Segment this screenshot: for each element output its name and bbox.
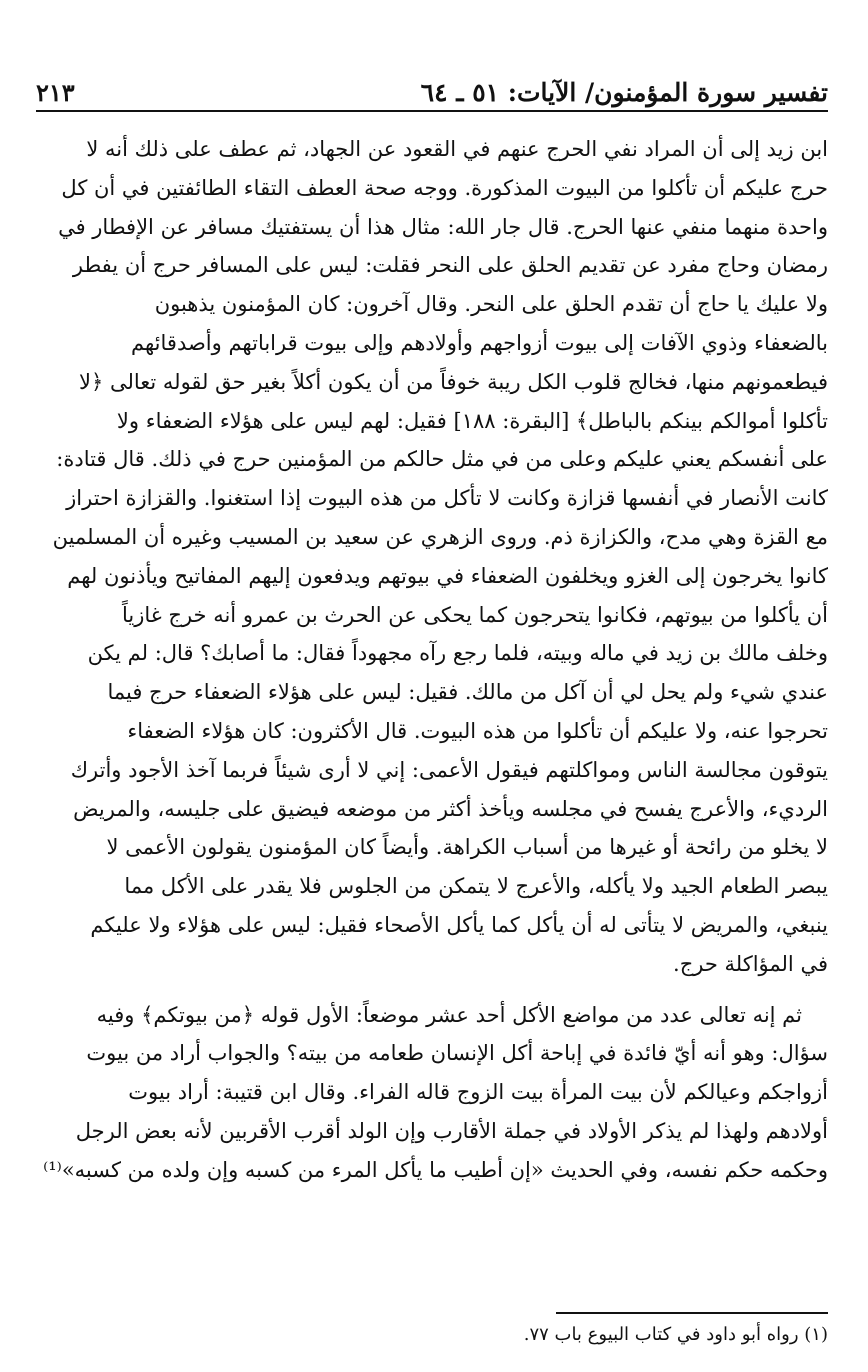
paragraph: ابن زيد إلى أن المراد نفي الحرج عنهم في القعود عن الجهاد، ثم عطف على ذلك أنه لا حرج عليكم أن تأكلوا من البيوت المذكورة. ووجه صحة العطف التقاء الطائفتين في أن كل واحدة منهما منفي عنها الحرج. قال جار الله: مثال هذا أن يستفتيك مسافر عن الإفطار في رمضان وحاج مفرد عن تقديم الحلق على النحر فقلت: ليس على المسافر حرج أن يفطر ولا عليك يا حاج أن تقدم الحلق على النحر. وقال آخرون: كان المؤمنون يذهبون بالضعفاء وذوي الآفات إلى بيوت أزواجهم وأولادهم وإلى بيوت قراباتهم وأصدقائهم فيطعمونهم منها، فخالج قلوب الكل ريبة خوفاً من أن يكون أكلاً بغير حق لقوله تعالى ﴿لا تأكلوا أموالكم بينكم بالباطل﴾ [البقرة: ١٨٨] فقيل: لهم ليس على هؤلاء الضعفاء ولا على أنفسكم يعني عليكم وعلى من في مثل حالكم من المؤمنين حرج في ذلك. قال قتادة: كانت الأنصار في أنفسها قزازة وكانت لا تأكل من هذه البيوت إذا استغنوا. والقزازة احتراز مع القزة وهي مدح، والكزازة ذم. وروى الزهري عن سعيد بن المسيب وغيره أن المسلمين كانوا يخرجون إلى الغزو ويخلفون الضعفاء في بيوتهم ويدفعون إليهم المفاتيح ويأذنون لهم أن يأكلوا من بيوتهم، فكانوا يتحرجون كما يحكى عن الحرث بن عمرو أنه خرج غازياً وخلف مالك بن زيد في ماله وبيته، فلما رجع رآه مجهوداً فقال: ما أصابك؟ قال: لم يكن عندي شيء ولم يحل لي أن آكل من مالك. فقيل: ليس على هؤلاء الضعفاء حرج فيما تحرجوا عنه، ولا عليكم أن تأكلوا من هذه البيوت. قال الأكثرون: كان هؤلاء الضعفاء يتوقون مجالسة الناس ومواكلتهم فيقول الأعمى: إني لا أرى شيئاً فربما آخذ الأجود وأترك الرديء، والأعرج يفسح في مجلسه ويأخذ أكثر من موضعه فيضيق على جليسه، والمريض لا يخلو من رائحة أو غيرها من أسباب الكراهة. وأيضاً كان المؤمنون يقولون الأعمى لا يبصر الطعام الجيد ولا يأكله، والأعرج لا يتمكن من الجلوس فلا يقدر على الأكل مما ينبغي، والمريض لا يتأتى له أن يأكل كما يأكل الأصحاء فقيل: ليس على هؤلاء ولا عليكم في المؤاكلة حرج.: [52, 137, 828, 976]
paragraph: ثم إنه تعالى عدد من مواضع الأكل أحد عشر موضعاً: الأول قوله ﴿من بيوتكم﴾ وفيه سؤال: وهو أنه أيّ فائدة في إباحة أكل الإنسان طعامه من بيته؟ والجواب أراد من بيوت أزواجكم وعيالكم لأن بيت المرأة بيت الزوج قاله الفراء. وقال ابن قتيبة: أراد بيوت أولادهم ولهذا لم يذكر الأولاد في جملة الأقارب وإن الولد أقرب الأقربين لأنه بعض الرجل وحكمه حكم نفسه، وفي الحديث «إن أطيب ما يأكل المرء من كسبه وإن ولده من كسبه»⁽¹⁾: [43, 1002, 828, 1182]
chapter-title: تفسير سورة المؤمنون/ الآيات: ٥١ ـ ٦٤: [420, 78, 828, 107]
page-number: ٢١٣: [36, 78, 75, 107]
footnote: (١) رواه أبو داود في كتاب البيوع باب ٧٧.: [523, 1324, 828, 1345]
main-text: [36, 130, 828, 1190]
running-header: [36, 70, 828, 112]
footnote-divider: [556, 1312, 828, 1314]
